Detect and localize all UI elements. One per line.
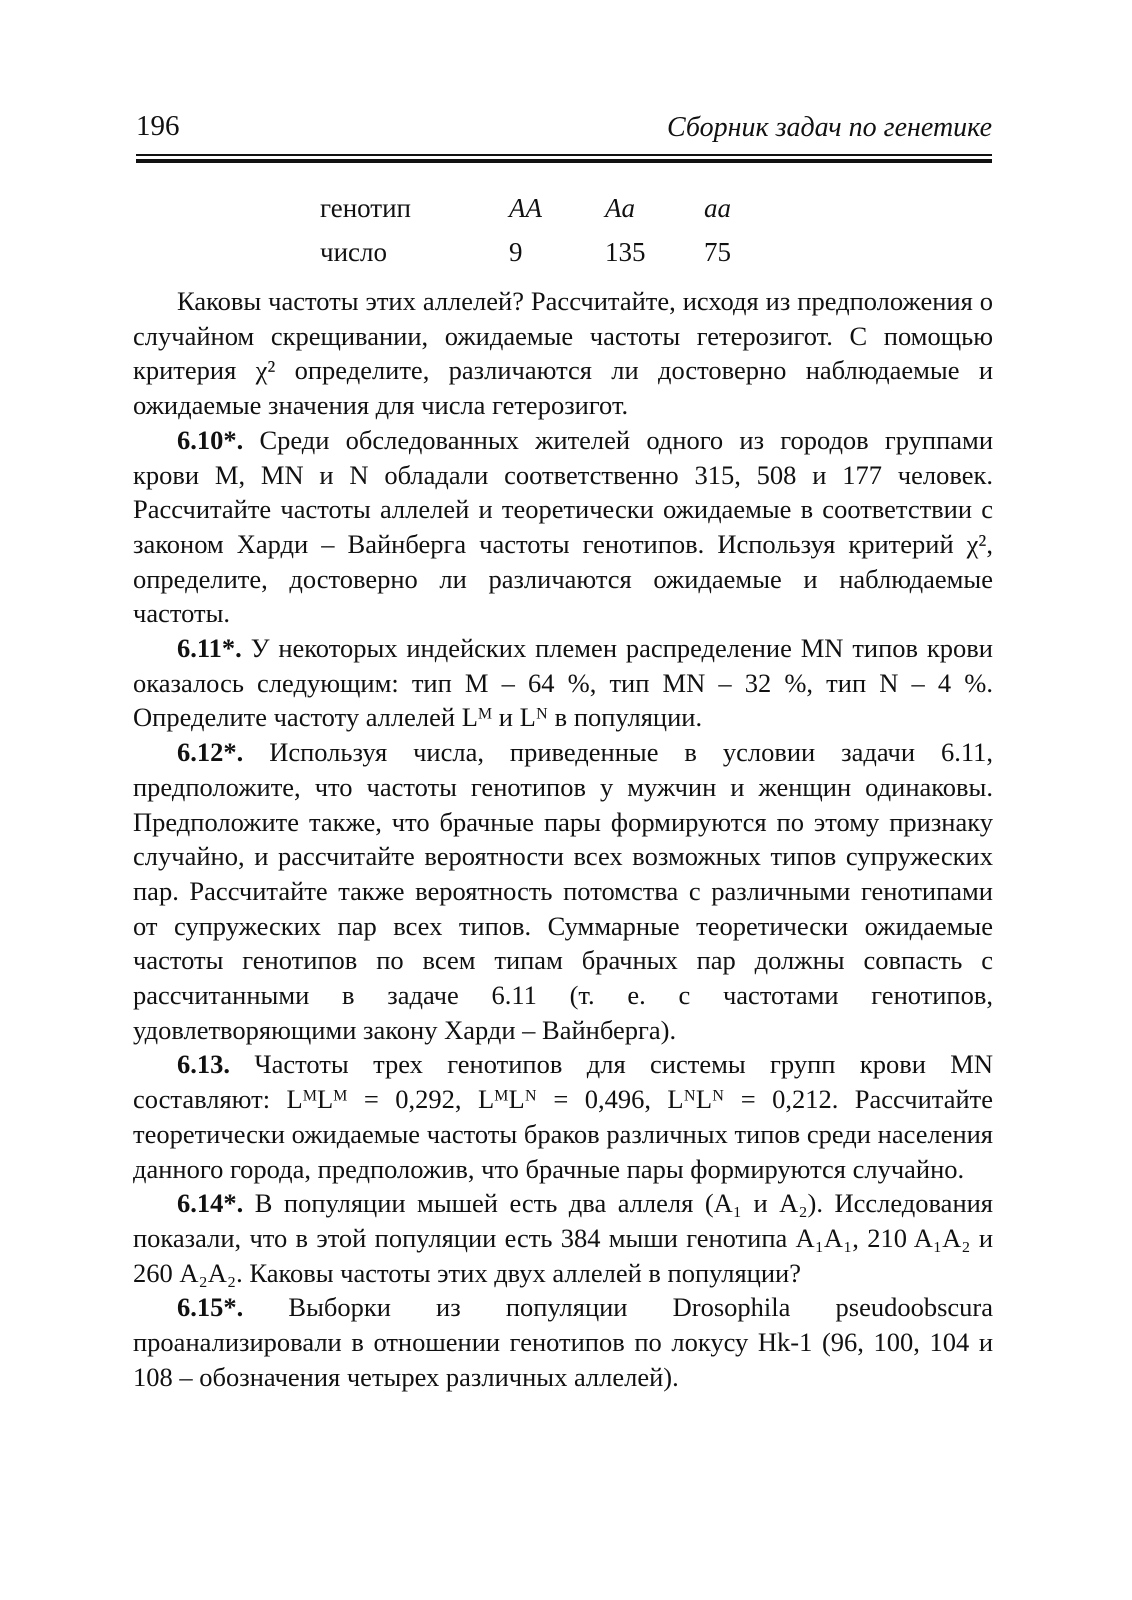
problem-text: В популяции мышей есть два аллеля (A₁ и A₂). Исследования показали, что в этой популяции есть 384 мыши генотипа A₁A₁, 210 A₁A₂ и 260 A₂A₂. Каковы частоты этих двух аллелей в популяции? <box>133 1188 993 1288</box>
genotype-row <box>320 186 780 230</box>
problem-text: Среди обследованных жителей одного из городов группами крови M, MN и N обладали соответственно 315, 508 и 177 человек. Рассчитайте частоты аллелей и теоретически ожидаемые в соответствии с законом Харди – Вайнберга частоты генотипов. Используя критерий χ², определите, достоверно ли различаются ожидаемые и наблюдаемые частоты. <box>133 424 993 629</box>
count-cell: 135 <box>605 237 646 267</box>
paragraph-continuation <box>133 284 993 423</box>
genotype-row-label: генотип <box>320 193 411 223</box>
problem-text: Частоты трех генотипов для системы групп крови MN составляют: LᴹLᴹ = 0,292, LᴹLᴺ = 0,496, LᴺLᴺ = 0,212. Рассчитайте теоретически ожидаемые частоты браков различных типов среди населения данного города, предположив, что брачные пары формируются случайно. <box>133 1049 994 1184</box>
count-row-label: число <box>320 237 387 267</box>
running-title: Сборник задач по генетике <box>667 112 992 143</box>
count-cell: 9 <box>509 237 523 267</box>
problem-text: У некоторых индейских племен распределение MN типов крови оказалось следующим: тип M – 64 %, тип MN – 32 %, тип N – 4 %. Определите частоту аллелей Lᴹ и Lᴺ в популяции. <box>133 633 993 733</box>
genotype-cell: AA <box>509 193 542 223</box>
problem-6-15 <box>133 1290 993 1394</box>
header-rule-thick <box>136 159 992 163</box>
problem-number: 6.11*. <box>177 633 242 664</box>
problem-6-14 <box>133 1186 993 1290</box>
page-number: 196 <box>136 110 180 142</box>
problem-6-11 <box>133 631 993 735</box>
genotype-cell: Aa <box>605 193 635 223</box>
problem-6-12 <box>133 735 993 1047</box>
problem-number: 6.13. <box>177 1049 230 1080</box>
problem-6-10 <box>133 423 993 631</box>
header-rule-thin <box>136 154 992 156</box>
problem-6-13 <box>133 1047 993 1186</box>
problem-number: 6.10*. <box>177 424 244 455</box>
problem-text: Используя числа, приведенные в условии задачи 6.11, предположите, что частоты генотипов у мужчин и женщин одинаковы. Предположите также, что брачные пары формируются по этому признаку случайно, и рассчитайте вероятности всех возможных типов супружеских пар. Рассчитайте также вероятность потомства с различными генотипами от супружеских пар всех типов. Суммарные теоретически ожидаемые частоты генотипов по всем типам брачных пар должны совпасть с рассчитанными в задаче 6.11 (т. е. с частотами генотипов, удовлетворяющими закону Харди – Вайнберга). <box>133 737 993 1045</box>
count-row <box>320 230 780 274</box>
paragraph-text: Каковы частоты этих аллелей? Рассчитайте, исходя из предположения о случайном скрещивании, ожидаемые частоты гетерозигот. С помощью критерия χ² определите, различаются ли достоверно наблюдаемые и ожидаемые значения для числа гетерозигот. <box>133 286 993 421</box>
problem-text: Выборки из популяции Drosophila pseudoobscura проанализировали в отношении генотипов по локусу Hk-1 (96, 100, 104 и 108 – обозначения четырех различных аллелей). <box>133 1292 994 1392</box>
genotype-table <box>320 186 780 274</box>
page-header <box>136 110 992 150</box>
count-cell: 75 <box>704 237 731 267</box>
problem-number: 6.14*. <box>177 1188 244 1219</box>
body-text <box>133 284 993 1395</box>
genotype-cell: aa <box>704 193 731 223</box>
problem-number: 6.12*. <box>177 737 244 768</box>
problem-number: 6.15*. <box>177 1292 244 1323</box>
